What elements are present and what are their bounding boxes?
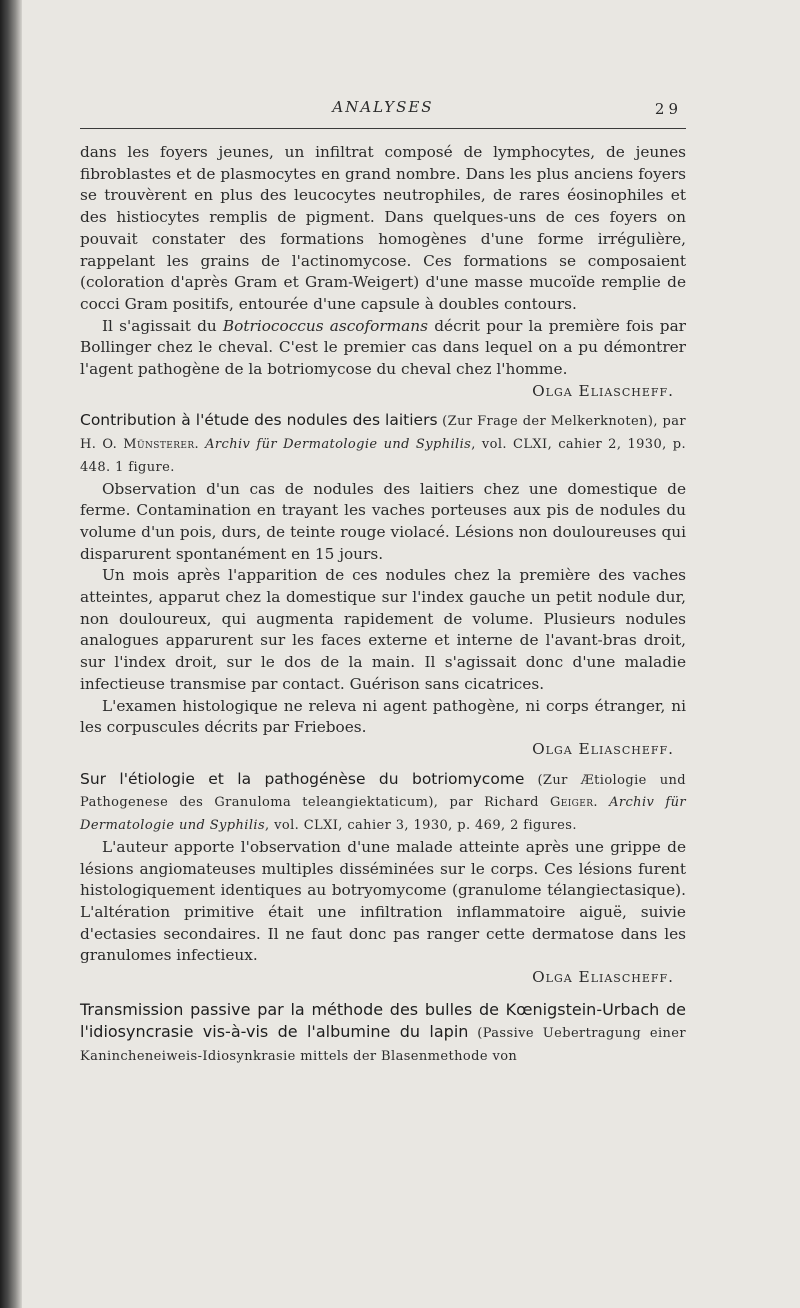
signature: Olga Eliascheff. [532, 739, 674, 758]
text-run: décrit pour la première fois par Bollinger chez le cheval. C'est le premier cas dans lequel on a pu démontrer l'agent pathogène de la botriomycose du cheval chez l'homme. [80, 316, 686, 379]
article-author: Geiger [549, 795, 594, 811]
running-header [80, 98, 686, 124]
article-reference: (Zur Frage der Melkerknoten), par H. O. [80, 414, 686, 453]
paragraph: L'examen histologique ne releva ni agent pathogène, ni corps étranger, ni les corpuscules décrits par Frieboes. [80, 696, 686, 737]
article-heading [80, 410, 686, 478]
signature: Olga Eliascheff. [532, 381, 674, 400]
page-number: 29 [654, 100, 682, 118]
article-author: Münsterer [123, 437, 195, 453]
article-reference: . [593, 795, 610, 811]
article-heading [80, 769, 686, 837]
paragraph: L'auteur apporte l'observation d'une malade atteinte après une grippe de lésions angiomateuses multiples disséminées sur le corps. Ces lésions furent histologiquement identiques au botryomycome (granulome télangiectasique). L'altération primitive était une infiltration inflammatoire aiguë, suivie d'ectasies secondaires. Il ne faut donc pas ranger cette dermatose dans les granulomes infectieux. [80, 837, 686, 965]
paragraph: dans les foyers jeunes, un infiltrat composé de lymphocytes, de jeunes fibroblastes et de plasmocytes en grand nombre. Dans les plus anciens foyers se trouvèrent en plus des leucocytes neutrophiles, de rares éosinophiles et des histiocytes remplis de pigment. Dans quelques-uns de ces foyers on pouvait constater des formations homogènes d'une forme irrégulière, rappelant les grains de l'actinomycose. Ces formations se composaient (coloration d'après Gram et Gram-Weigert) d'une masse mucoïde remplie de cocci Gram positifs, entourée d'une capsule à doubles contours. [80, 143, 686, 313]
article-reference: , vol. CLXI, cahier 2, 1930, p. 448. 1 figure. [80, 437, 686, 475]
article-title: Transmission passive par la méthode des bulles de Kœnigstein-Urbach de l'idiosyncrasie vis-à-vis de l'albumine du lapin [80, 999, 686, 1042]
article-reference: . [194, 437, 206, 453]
journal-name: Archiv für Dermatologie und Syphilis [205, 437, 472, 453]
article-reference: (Passive Uebertragung einer Kanincheneiweis-Idiosynkrasie mittels der Blasenmethode von [80, 1026, 686, 1065]
species-name: Botriococcus ascoformans [222, 316, 429, 335]
signature: Olga Eliascheff. [532, 968, 674, 987]
journal-name: Archiv für Dermatologie und Syphilis [80, 795, 686, 834]
running-title: ANALYSES [332, 98, 434, 116]
book-spine-shadow [0, 0, 22, 1308]
article-heading [80, 999, 686, 1068]
header-rule [80, 128, 686, 129]
page-body [80, 142, 686, 1068]
text-run: Il s'agissait du [102, 316, 223, 335]
article-title: Sur l'étiologie et la pathogénèse du botriomycome [80, 769, 525, 788]
paragraph: Observation d'un cas de nodules des laitiers chez une domestique de ferme. Contamination en trayant les vaches porteuses aux pis de nodules du volume d'un pois, durs, de teinte rouge violacé. Lésions non douloureuses qui disparurent spontanément en 15 jours. [80, 479, 686, 563]
article-reference: (Zur Ætiologie und Pathogenese des Granuloma teleangiektaticum), par Richard [80, 772, 686, 811]
paragraph: Un mois après l'apparition de ces nodules chez la première des vaches atteintes, apparut chez la domestique sur l'index gauche un petit nodule dur, non douloureux, qui augmenta rapidement de volume. Plusieurs nodules analogues apparurent sur les faces externe et interne de l'avant-bras droit, sur l'index droit, sur le dos de la main. Il s'agissait donc d'une maladie infectieuse transmise par contact. Guérison sans cicatrices. [80, 566, 686, 693]
paragraph [80, 316, 686, 381]
article-title: Contribution à l'étude des nodules des laitiers [80, 411, 438, 430]
article-reference: , vol. CLXI, cahier 3, 1930, p. 469, 2 figures. [265, 818, 577, 834]
